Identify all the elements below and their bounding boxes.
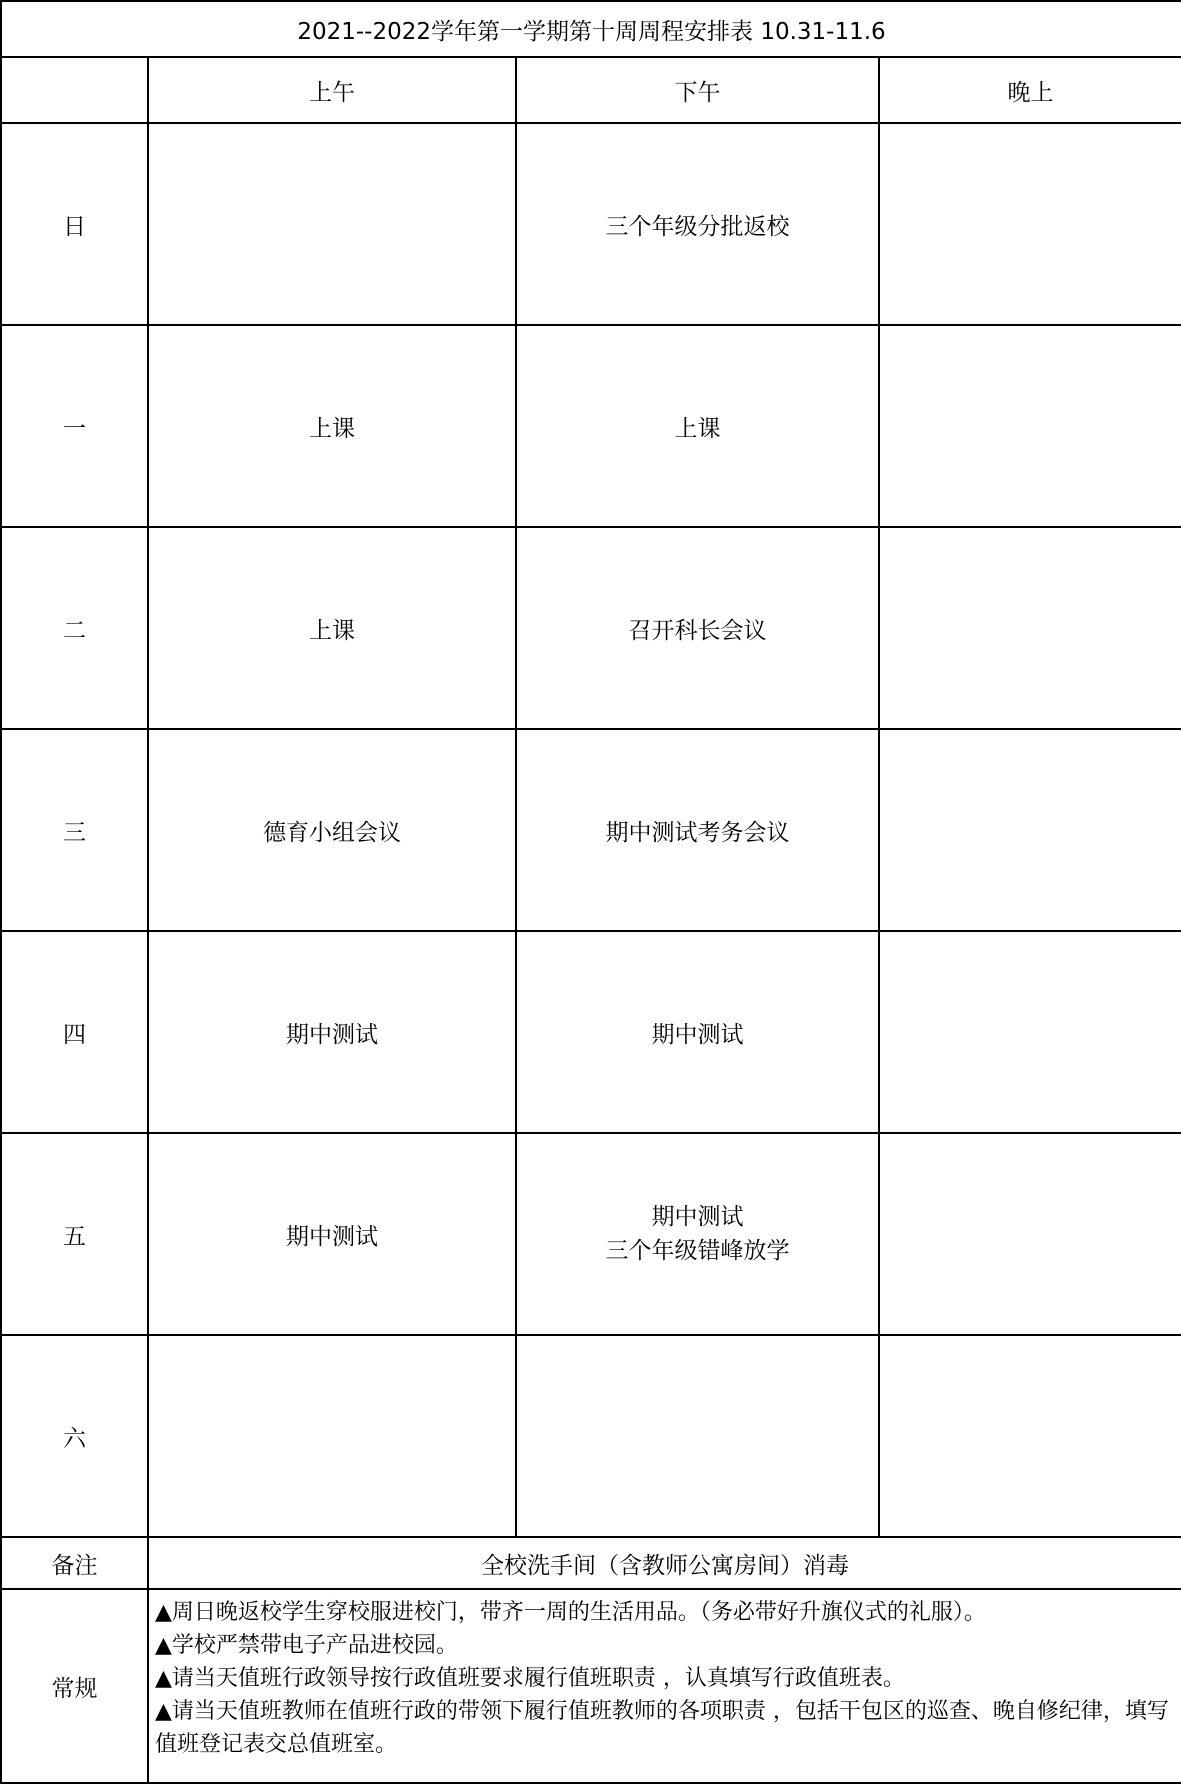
afternoon-item: 召开科长会议 <box>628 617 767 644</box>
afternoon-cell <box>516 325 879 527</box>
afternoon-cell <box>516 123 879 325</box>
morning-cell: 德育小组会议 <box>148 729 516 931</box>
day-label: 二 <box>1 527 148 729</box>
evening-cell <box>879 1335 1181 1537</box>
afternoon-item: 三个年级分批返校 <box>605 213 790 240</box>
evening-cell <box>879 729 1181 931</box>
morning-cell <box>148 1335 516 1537</box>
afternoon-item: 期中测试 <box>651 1204 744 1230</box>
header-evening: 晚上 <box>879 57 1181 123</box>
day-label: 四 <box>1 931 148 1133</box>
day-row-tuesday <box>1 527 1181 729</box>
morning-cell: 期中测试 <box>148 1133 516 1335</box>
afternoon-cell <box>516 1335 879 1537</box>
morning-cell: 期中测试 <box>148 931 516 1133</box>
day-label: 六 <box>1 1335 148 1537</box>
rules-cell <box>148 1589 1181 1783</box>
notes-text: 全校洗手间（含教师公寓房间）消毒 <box>148 1537 1181 1589</box>
day-label: 一 <box>1 325 148 527</box>
afternoon-cell <box>516 527 879 729</box>
evening-cell <box>879 931 1181 1133</box>
afternoon-item: 三个年级错峰放学 <box>605 1238 790 1264</box>
evening-cell <box>879 1133 1181 1335</box>
rules-row <box>1 1589 1181 1783</box>
day-row-friday <box>1 1133 1181 1335</box>
day-row-wednesday <box>1 729 1181 931</box>
day-label: 五 <box>1 1133 148 1335</box>
evening-cell <box>879 325 1181 527</box>
afternoon-item: 期中测试考务会议 <box>605 819 790 846</box>
rule-line: ▲请当天值班教师在值班行政的带领下履行值班教师的各项职责 ，包括干包区的巡查、晚自修纪律，填写值班登记表交总值班室。 <box>155 1699 1169 1757</box>
afternoon-cell <box>516 729 879 931</box>
rule-line: ▲学校严禁带电子产品进校园。 <box>155 1633 458 1658</box>
afternoon-item: 期中测试 <box>651 1021 744 1048</box>
morning-cell: 上课 <box>148 325 516 527</box>
notes-label: 备注 <box>1 1537 148 1589</box>
rules-label: 常规 <box>1 1589 148 1783</box>
day-label: 三 <box>1 729 148 931</box>
afternoon-item: 上课 <box>674 415 721 442</box>
notes-row <box>1 1537 1181 1589</box>
afternoon-cell <box>516 931 879 1133</box>
header-afternoon: 下午 <box>516 57 879 123</box>
header-corner <box>1 57 148 123</box>
evening-cell <box>879 123 1181 325</box>
morning-cell <box>148 123 516 325</box>
day-row-thursday <box>1 931 1181 1133</box>
day-label: 日 <box>1 123 148 325</box>
afternoon-cell <box>516 1133 879 1335</box>
rule-line: ▲请当天值班行政领导按行政值班要求履行值班职责 ，认真填写行政值班表。 <box>155 1666 905 1691</box>
day-row-sunday <box>1 123 1181 325</box>
day-row-monday <box>1 325 1181 527</box>
evening-cell <box>879 527 1181 729</box>
schedule-title: 2021--2022学年第一学期第十周周程安排表 10.31-11.6 <box>1 1 1181 57</box>
rule-line: ▲周日晚返校学生穿校服进校门，带齐一周的生活用品。（务必带好升旗仪式的礼服）。 <box>155 1600 986 1625</box>
morning-cell: 上课 <box>148 527 516 729</box>
day-row-saturday <box>1 1335 1181 1537</box>
header-morning: 上午 <box>148 57 516 123</box>
